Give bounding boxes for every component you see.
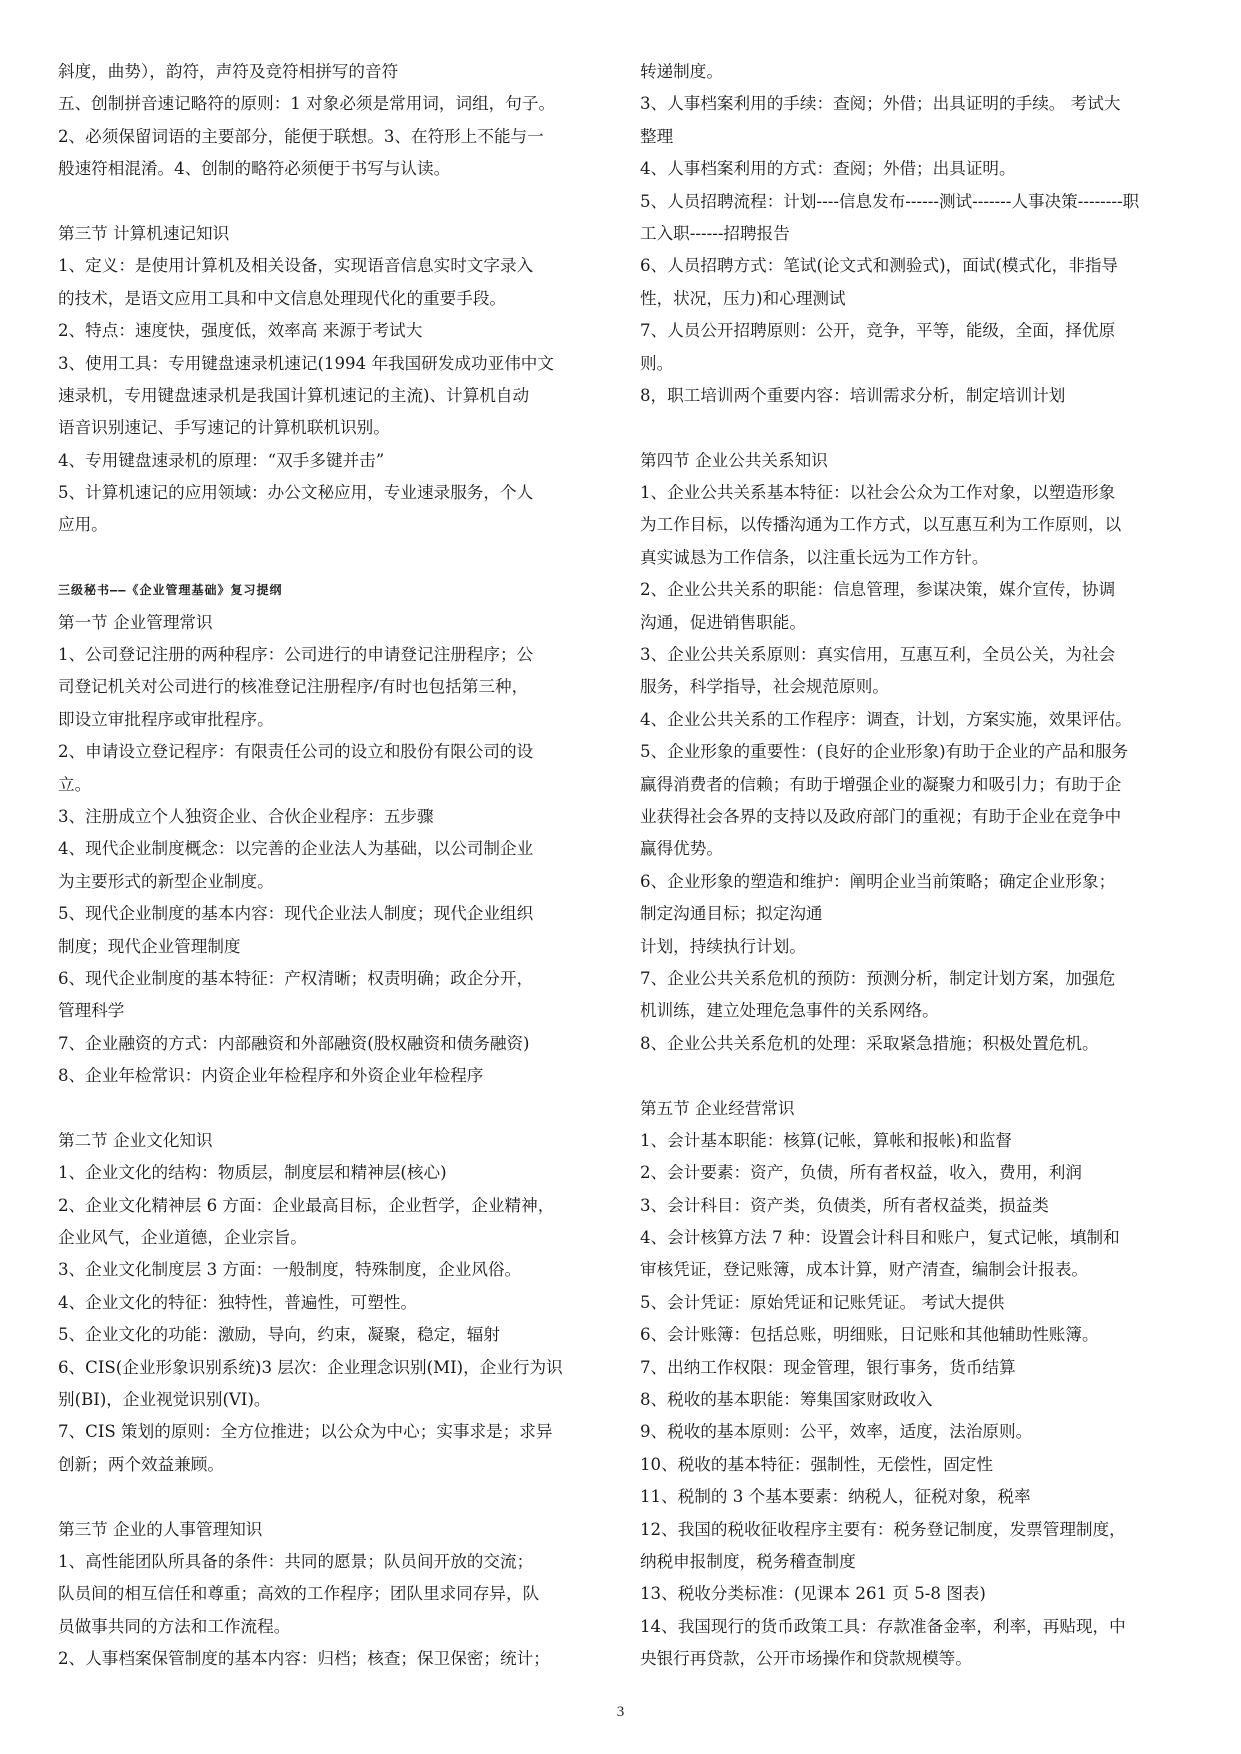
left-text-column — [58, 56, 600, 1676]
text-line: 2、特点：速度快，强度低，效率高 来源于考试大 — [58, 321, 423, 341]
text-line: 4、专用键盘速录机的原理：“双手多键并击” — [58, 450, 385, 470]
text-line: 4、现代企业制度概念：以完善的企业法人为基础，以公司制企业 — [58, 839, 534, 859]
text-line: 第五节 企业经营常识 — [640, 1098, 795, 1118]
text-line: 队员间的相互信任和尊重；高效的工作程序；团队里求同存异，队 — [58, 1584, 540, 1604]
text-line: 语音识别速记、手写速记的计算机联机识别。 — [58, 418, 390, 438]
text-line: 2、必须保留词语的主要部分，能便于联想。3、在符形上不能与一 — [58, 126, 544, 146]
text-line: 赢得优势。 — [640, 839, 723, 859]
text-line: 整理 — [640, 126, 674, 146]
text-line: 斜度，曲势），韵符，声符及竞符相拼写的音符 — [58, 62, 399, 81]
text-line: 第一节 企业管理常识 — [58, 612, 213, 632]
document-subtitle: 三级秘书——《企业管理基础》复习提纲 — [58, 583, 283, 598]
text-line: 8、企业年检常识：内资企业年检程序和外资企业年检程序 — [58, 1066, 484, 1086]
text-line: 7、出纳工作权限：现金管理，银行事务，货币结算 — [640, 1357, 1016, 1377]
text-line: 速录机，专用键盘速录机是我国计算机速记的主流)、计算机自动 — [58, 385, 530, 405]
text-line: 7、企业融资的方式：内部融资和外部融资(股权融资和债务融资) — [58, 1033, 530, 1053]
blank-line — [640, 1060, 1182, 1092]
text-line: 3、企业文化制度层 3 方面：一般制度，特殊制度，企业风俗。 — [58, 1260, 522, 1280]
text-line: 应用。 — [58, 515, 108, 535]
text-line: 服务，科学指导，社会规范原则。 — [640, 677, 889, 697]
text-line: 制度；现代企业管理制度 — [58, 936, 241, 956]
text-line: 5、人员招聘流程：计划----信息发布------测试-------人事决策--------职 — [640, 191, 1140, 211]
text-line: 则。 — [640, 353, 674, 373]
blank-line — [640, 412, 1182, 444]
text-line: 第三节 计算机速记知识 — [58, 223, 230, 243]
text-line: 创新；两个效益兼顾。 — [58, 1454, 224, 1474]
text-line: 3、注册成立个人独资企业、合伙企业程序：五步骤 — [58, 806, 434, 826]
text-line: 6、会计账簿：包括总账，明细账，日记账和其他辅助性账簿。 — [640, 1325, 1099, 1345]
blank-line — [58, 1093, 600, 1125]
text-line: 管理科学 — [58, 1001, 125, 1021]
text-line: 工入职------招聘报告 — [640, 223, 790, 243]
text-line: 3、企业公共关系原则：真实信用，互惠互利，全员公关，为社会 — [640, 645, 1116, 665]
text-line: 10、税收的基本特征：强制性，无偿性，固定性 — [640, 1454, 993, 1474]
right-text-column — [640, 56, 1182, 1676]
text-line: 4、会计核算方法 7 种：设置会计科目和账户，复式记帐，填制和 — [640, 1228, 1120, 1248]
text-line: 五、创制拼音速记略符的原则：1 对象必须是常用词，词组，句子。 — [58, 94, 556, 114]
text-line: 1、定义：是使用计算机及相关设备，实现语音信息实时文字录入 — [58, 256, 534, 276]
text-line: 3、使用工具：专用键盘速录机速记(1994 年我国研发成功亚伟中文 — [58, 353, 554, 373]
text-line: 立。 — [58, 774, 92, 794]
text-line: 1、公司登记注册的两种程序：公司进行的申请登记注册程序；公 — [58, 645, 534, 665]
text-line: 业获得社会各界的支持以及政府部门的重视；有助于企业在竞争中 — [640, 806, 1122, 826]
text-line: 4、企业公共关系的工作程序：调查，计划，方案实施，效果评估。 — [640, 709, 1132, 729]
text-line: 8、企业公共关系危机的处理：采取紧急措施；积极处置危机。 — [640, 1033, 1099, 1053]
blank-line — [58, 186, 600, 218]
text-line: 5、企业文化的功能：激励，导向，约束，凝聚，稳定，辐射 — [58, 1325, 500, 1345]
text-line: 3、会计科目：资产类，负债类，所有者权益类，损益类 — [640, 1195, 1049, 1215]
text-line: 5、计算机速记的应用领域：办公文秘应用，专业速录服务，个人 — [58, 483, 534, 503]
text-line: 第二节 企业文化知识 — [58, 1130, 213, 1150]
text-line: 真实诚恳为工作信条，以注重长远为工作方针。 — [640, 547, 989, 567]
text-line: 6、企业形象的塑造和维护：阐明企业当前策略；确定企业形象； — [640, 871, 1116, 891]
text-line: 制定沟通目标；拟定沟通 — [640, 904, 823, 924]
text-line: 第三节 企业的人事管理知识 — [58, 1519, 263, 1539]
text-line: 2、申请设立登记程序：有限责任公司的设立和股份有限公司的设 — [58, 742, 534, 762]
text-line: 般速符相混淆。4、创制的略符必须便于书写与认读。 — [58, 159, 451, 179]
text-line: 2、会计要素：资产，负债，所有者权益，收入，费用，利润 — [640, 1163, 1082, 1183]
text-line: 11、税制的 3 个基本要素：纳税人，征税对象，税率 — [640, 1487, 1031, 1507]
text-line: 性，状况，压力)和心理测试 — [640, 288, 846, 308]
text-line: 2、人事档案保管制度的基本内容：归档；核查；保卫保密；统计； — [58, 1649, 550, 1669]
text-line: 司登记机关对公司进行的核准登记注册程序/有时也包括第三种， — [58, 677, 529, 697]
text-line: 2、企业公共关系的职能：信息管理，参谋决策，媒介宣传，协调 — [640, 580, 1116, 600]
text-line: 5、企业形象的重要性：(良好的企业形象)有助于企业的产品和服务 — [640, 742, 1129, 762]
text-line: 12、我国的税收征收程序主要有：税务登记制度，发票管理制度， — [640, 1519, 1126, 1539]
text-line: 13、税收分类标准：(见课本 261 页 5-8 图表) — [640, 1584, 986, 1604]
text-line: 7、人员公开招聘原则：公开，竞争，平等，能级，全面，择优原 — [640, 321, 1116, 341]
text-line: 机训练，建立处理危急事件的关系网络。 — [640, 1001, 939, 1021]
text-line: 4、企业文化的特征：独特性，普遍性，可塑性。 — [58, 1292, 418, 1312]
text-line: 企业风气，企业道德，企业宗旨。 — [58, 1228, 307, 1248]
text-line: 为主要形式的新型企业制度。 — [58, 871, 274, 891]
text-line: 审核凭证，登记账簿，成本计算，财产清查，编制会计报表。 — [640, 1260, 1089, 1280]
text-line: 7、CIS 策划的原则：全方位推进；以公众为中心；实事求是；求异 — [58, 1422, 553, 1442]
text-line: 央银行再贷款，公开市场操作和贷款规模等。 — [640, 1649, 972, 1669]
blank-line — [58, 1481, 600, 1513]
text-line: 1、企业公共关系基本特征：以社会公众为工作对象，以塑造形象 — [640, 483, 1116, 503]
text-line: 转递制度。 — [640, 62, 723, 81]
text-line: 3、人事档案利用的手续：查阅；外借；出具证明的手续。 考试大 — [640, 94, 1121, 114]
text-line: 6、人员招聘方式：笔试(论文式和测验式)，面试(模式化，非指导 — [640, 256, 1119, 276]
text-line: 8、税收的基本职能：筹集国家财政收入 — [640, 1390, 933, 1410]
text-line: 1、企业文化的结构：物质层，制度层和精神层(核心) — [58, 1163, 447, 1183]
page-number: 3 — [616, 1704, 625, 1720]
text-line: 1、会计基本职能：核算(记帐，算帐和报帐)和监督 — [640, 1130, 1012, 1150]
text-line: 9、税收的基本原则：公平，效率，适度，法治原则。 — [640, 1422, 1033, 1442]
text-line: 别(BI)，企业视觉识别(VI)。 — [58, 1390, 271, 1410]
text-line: 纳税申报制度，税务稽查制度 — [640, 1551, 856, 1571]
text-line: 赢得消费者的信赖；有助于增强企业的凝聚力和吸引力；有助于企 — [640, 774, 1122, 794]
text-line: 2、企业文化精神层 6 方面：企业最高目标，企业哲学，企业精神， — [58, 1195, 555, 1215]
text-line: 6、CIS(企业形象识别系统)3 层次：企业理念识别(MI)，企业行为识 — [58, 1357, 563, 1377]
text-line: 14、我国现行的货币政策工具：存款准备金率，利率，再贴现，中 — [640, 1616, 1126, 1636]
text-line: 1、高性能团队所具备的条件：共同的愿景；队员间开放的交流； — [58, 1551, 534, 1571]
text-line: 第四节 企业公共关系知识 — [640, 450, 828, 470]
text-line: 5、现代企业制度的基本内容：现代企业法人制度；现代企业组织 — [58, 904, 534, 924]
text-line: 即设立审批程序或审批程序。 — [58, 709, 274, 729]
text-line: 为工作目标，以传播沟通为工作方式，以互惠互利为工作原则，以 — [640, 515, 1122, 535]
text-line: 5、会计凭证：原始凭证和记账凭证。 考试大提供 — [640, 1292, 1005, 1312]
text-line: 4、人事档案利用的方式：查阅；外借；出具证明。 — [640, 159, 1016, 179]
blank-line — [58, 542, 600, 574]
text-line: 8，职工培训两个重要内容：培训需求分析，制定培训计划 — [640, 385, 1066, 405]
text-line: 6、现代企业制度的基本特征：产权清晰；权责明确；政企分开， — [58, 968, 534, 988]
text-line: 的技术，是语文应用工具和中文信息处理现代化的重要手段。 — [58, 288, 507, 308]
text-line: 员做事共同的方法和工作流程。 — [58, 1616, 291, 1636]
text-line: 计划，持续执行计划。 — [640, 936, 806, 956]
text-line: 7、企业公共关系危机的预防：预测分析，制定计划方案，加强危 — [640, 968, 1116, 988]
text-line: 沟通，促进销售职能。 — [640, 612, 806, 632]
